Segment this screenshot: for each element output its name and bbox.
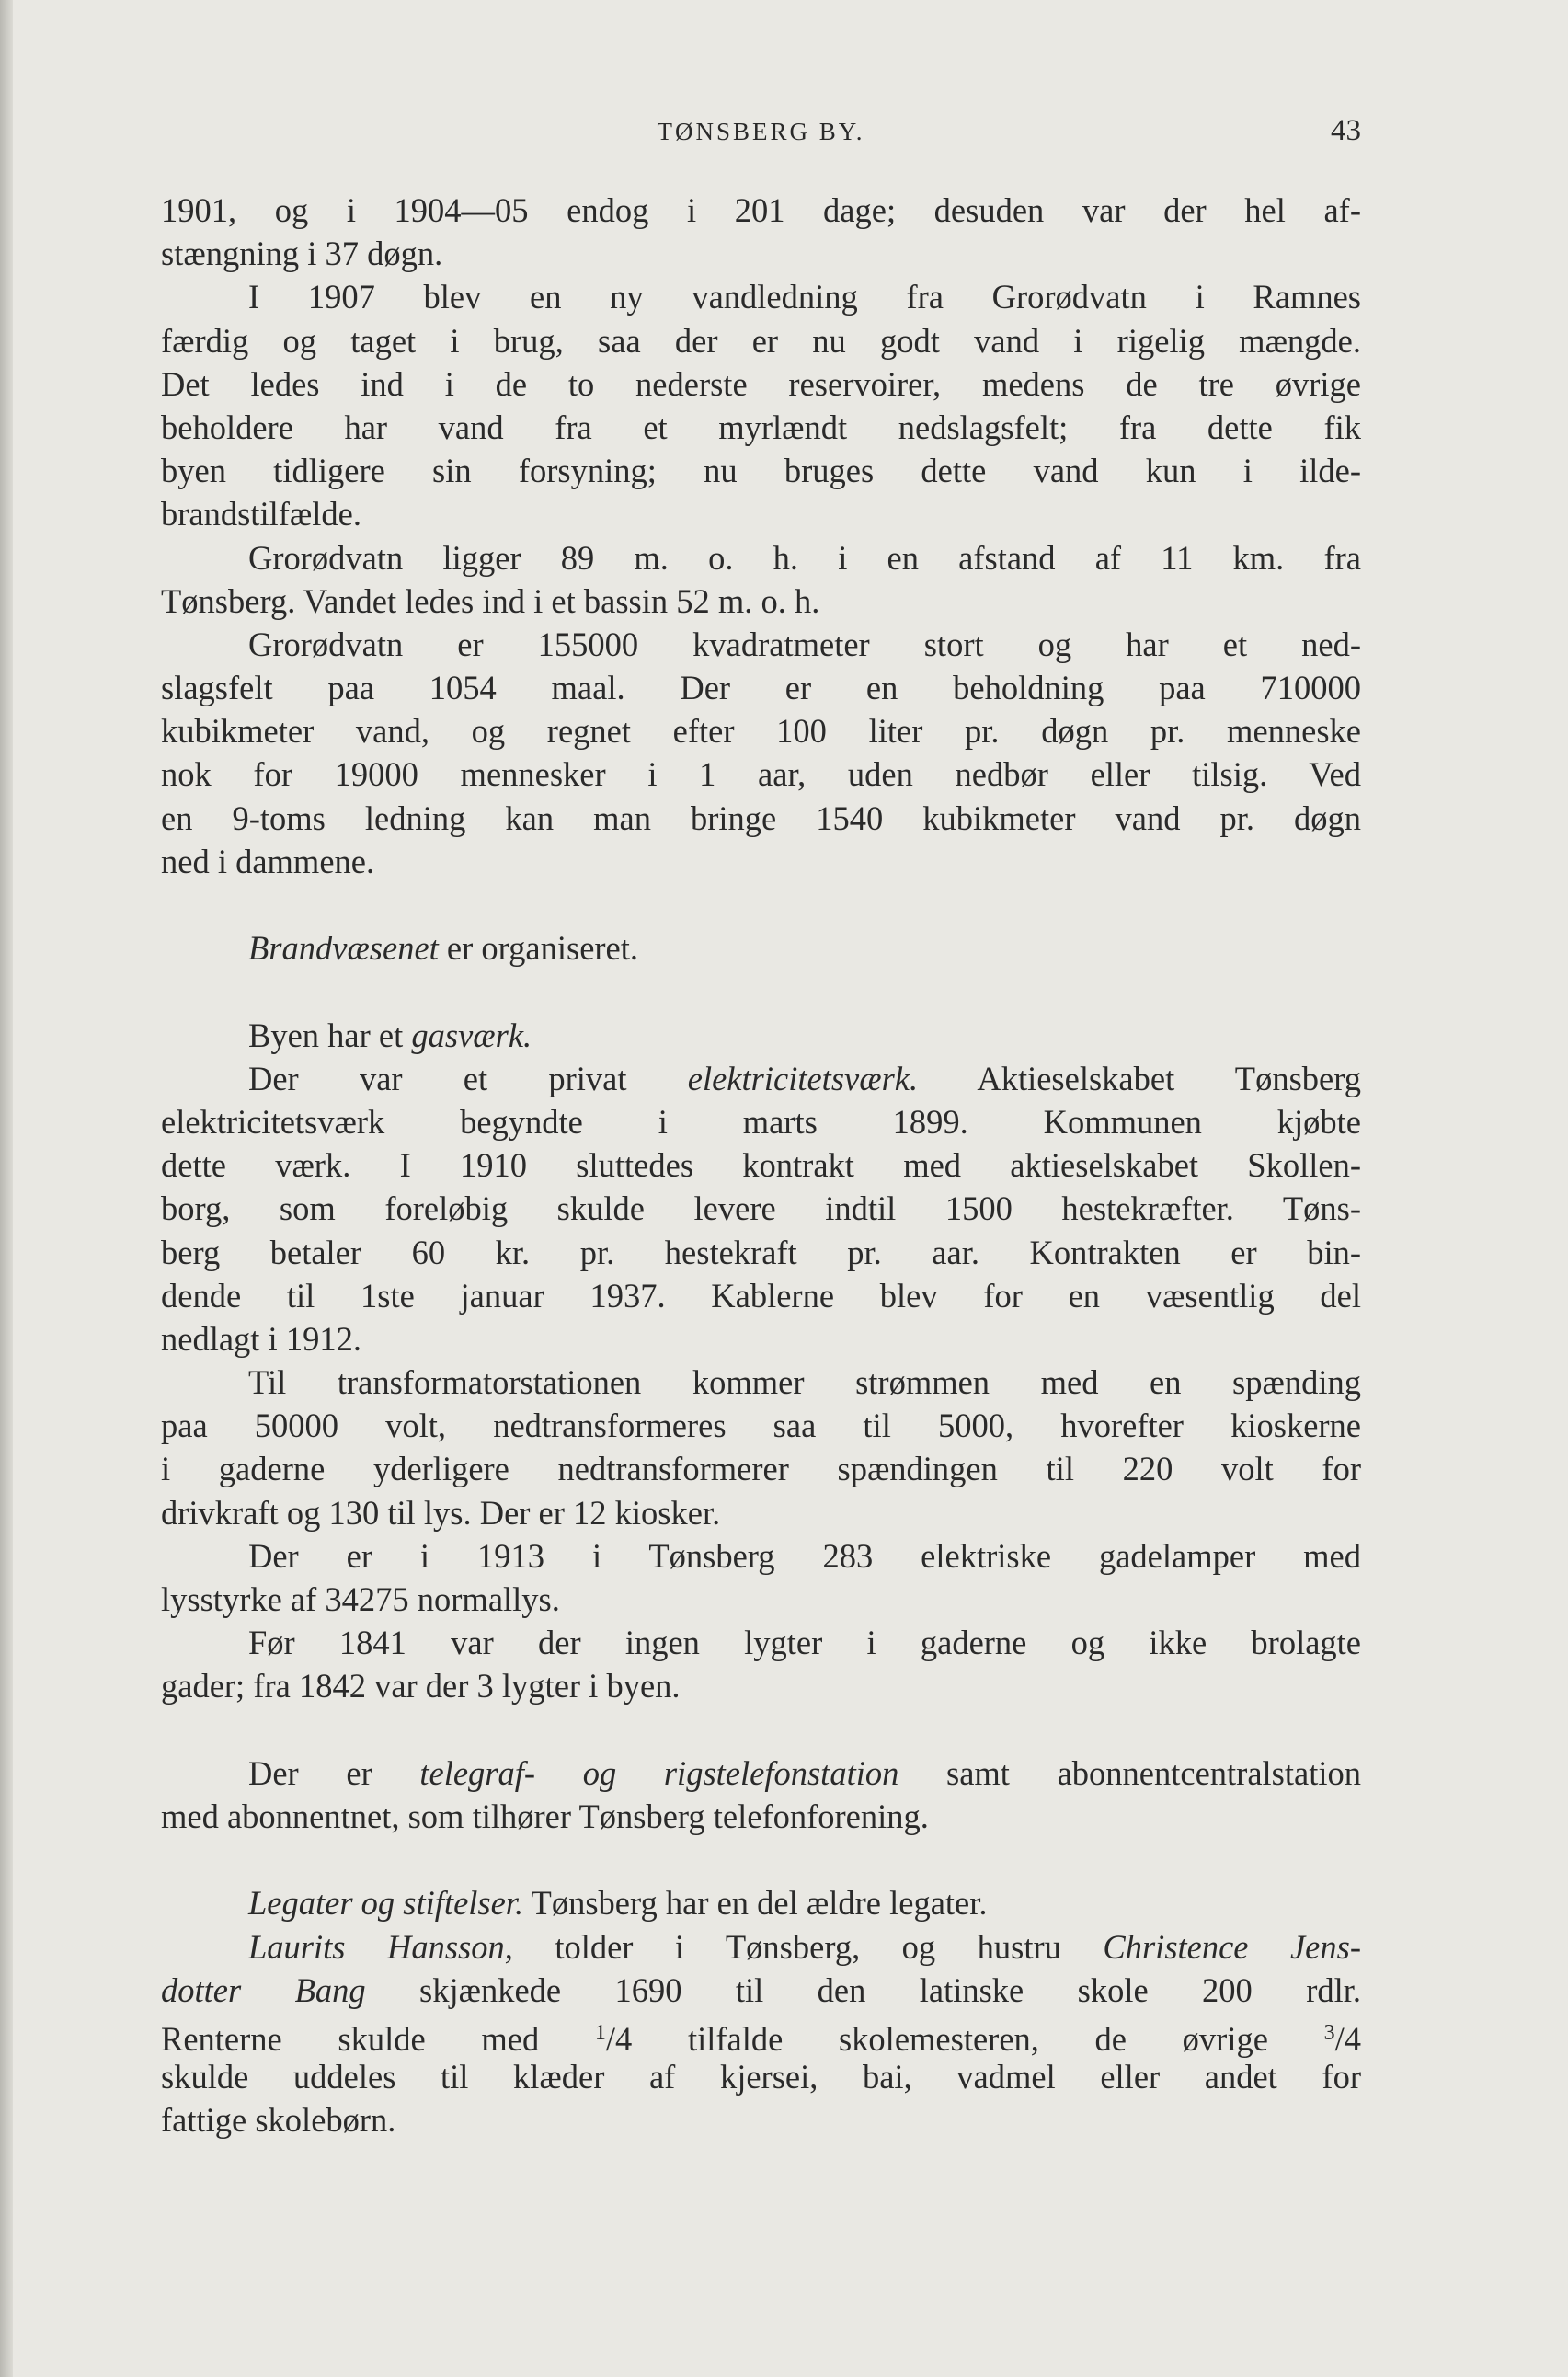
text-line: 1901, og i 1904—05 endog i 201 dage; desuden var der hel af- (161, 191, 1361, 229)
italic-name: Laurits Hansson, (248, 1927, 513, 1966)
text-line: borg, som foreløbig skulde levere indtil 1500 hestekræfter. Tøns- (161, 1189, 1361, 1228)
text-line: Grorødvatn ligger 89 m. o. h. i en afstand af 11 km. fra (248, 538, 1361, 577)
text-line: færdig og taget i brug, saa der er nu godt vand i rigelig mængde. (161, 321, 1361, 360)
running-head: TØNSBERG BY. (657, 118, 865, 145)
paragraph-gap (161, 970, 1361, 1013)
text-line: slagsfelt paa 1054 maal. Der er en beholdning paa 710000 (161, 669, 1361, 707)
fraction-numerator: 1 (594, 2020, 606, 2045)
text-line: kubikmeter vand, og regnet efter 100 liter pr. døgn pr. menneske (161, 712, 1361, 751)
text-line: med abonnentnet, som tilhører Tønsberg telefonforening. (161, 1797, 929, 1835)
text-line: Der er i 1913 i Tønsberg 283 elektriske gadelamper med (248, 1536, 1361, 1575)
text-line: brandstilfælde. (161, 495, 361, 534)
text-line: Det ledes ind i de to nederste reservoirer, medens de tre øvrige (161, 364, 1361, 403)
paragraph-gap (161, 883, 1361, 926)
text-line (161, 1925, 1361, 1969)
text-run: Renterne skulde med (161, 2019, 595, 2058)
text-line: nok for 19000 mennesker i 1 aar, uden nedbør eller tilsig. Ved (161, 755, 1361, 794)
text-line (161, 926, 1361, 970)
text-line: I 1907 blev en ny vandledning fra Grorødvatn i Ramnes (248, 278, 1361, 316)
text-line: dette værk. I 1910 sluttedes kontrakt med aktieselskabet Skollen- (161, 1146, 1361, 1185)
text-run: Tønsberg har en del ældre legater. (523, 1884, 988, 1923)
italic-term: gasværk. (411, 1016, 532, 1054)
text-line: elektricitetsværk begyndte i marts 1899. Kommunen kjøbte (161, 1102, 1361, 1141)
italic-term: telegraf- og rigstelefonstation (419, 1753, 899, 1792)
section-heading-italic: Brandvæsenet (248, 929, 439, 968)
text-run: samt abonnentcentralstation (898, 1753, 1361, 1792)
text-line: gader; fra 1842 var der 3 lygter i byen. (161, 1667, 681, 1705)
text-line: Tønsberg. Vandet ledes ind i et bassin 52 m. o. h. (161, 581, 820, 620)
text-line: Til transformatorstationen kommer strømmen med en spænding (248, 1363, 1361, 1402)
text-line: berg betaler 60 kr. pr. hestekraft pr. aar. Kontrakten er bin- (161, 1233, 1361, 1271)
text-line (161, 1751, 1361, 1795)
text-run: Der var et privat (248, 1059, 688, 1097)
italic-term: elektricitetsværk. (687, 1059, 919, 1097)
text-line: lysstyrke af 34275 normallys. (161, 1580, 560, 1618)
fraction-denominator: /4 (1334, 2019, 1361, 2058)
text-line: stængning i 37 døgn. (161, 235, 443, 273)
text-line: byen tidligere sin forsyning; nu bruges dette vand kun i ilde- (161, 452, 1361, 490)
text-line: drivkraft og 130 til lys. Der er 12 kiosker. (161, 1493, 721, 1532)
text-line: ned i dammene. (161, 842, 375, 880)
text-run: tolder i Tønsberg, og hustru (512, 1927, 1104, 1966)
text-line (161, 1014, 1361, 1057)
text-run: tilfalde skolemesteren, de øvrige (632, 2019, 1324, 2058)
text-line: paa 50000 volt, nedtransformeres saa til 5000, hvorefter kioskerne (161, 1407, 1361, 1445)
text-run: Byen har et (248, 1016, 412, 1054)
text-line: Før 1841 var der ingen lygter i gaderne og ikke brolagte (248, 1624, 1361, 1662)
text-line: Grorødvatn er 155000 kvadratmeter stort og har et ned- (248, 625, 1361, 663)
text-line: i gaderne yderligere nedtransformerer spændingen til 220 volt for (161, 1450, 1361, 1488)
text-run: er organiseret. (438, 929, 639, 968)
page-header (161, 112, 1361, 149)
text-line (161, 1969, 1361, 2012)
text-line: beholdere har vand fra et myrlændt nedslagsfelt; fra dette fik (161, 408, 1361, 446)
text-line (161, 2012, 1361, 2058)
text-line: skulde uddeles til klæder af kjersei, bai, vadmel eller andet for (161, 2058, 1361, 2096)
text-line: fattige skolebørn. (161, 2101, 396, 2140)
text-run: skjænkede 1690 til den latinske skole 200 rdlr. (365, 1970, 1362, 2009)
text-line: dende til 1ste januar 1937. Kablerne blev for en væsentlig del (161, 1276, 1361, 1315)
paragraph-gap (161, 1708, 1361, 1751)
text-run: Aktieselskabet Tønsberg (918, 1059, 1361, 1097)
text-line (161, 1057, 1361, 1100)
text-run: Der er (248, 1753, 420, 1792)
paragraph-gap (161, 1838, 1361, 1881)
text-line: en 9-toms ledning kan man bringe 1540 kubikmeter vand pr. døgn (161, 798, 1361, 837)
italic-name: Christence Jens- (1103, 1927, 1361, 1966)
page-body (161, 189, 1361, 2142)
page-number: 43 (1331, 114, 1361, 147)
fraction-numerator: 3 (1323, 2020, 1335, 2045)
book-page (161, 0, 1361, 2377)
section-heading-italic: Legater og stiftelser. (248, 1884, 524, 1923)
text-line (161, 1881, 1361, 1924)
book-spine-edge (0, 0, 13, 2377)
fraction-denominator: /4 (605, 2019, 633, 2058)
text-line: nedlagt i 1912. (161, 1319, 361, 1358)
italic-name: dotter Bang (161, 1970, 366, 2009)
